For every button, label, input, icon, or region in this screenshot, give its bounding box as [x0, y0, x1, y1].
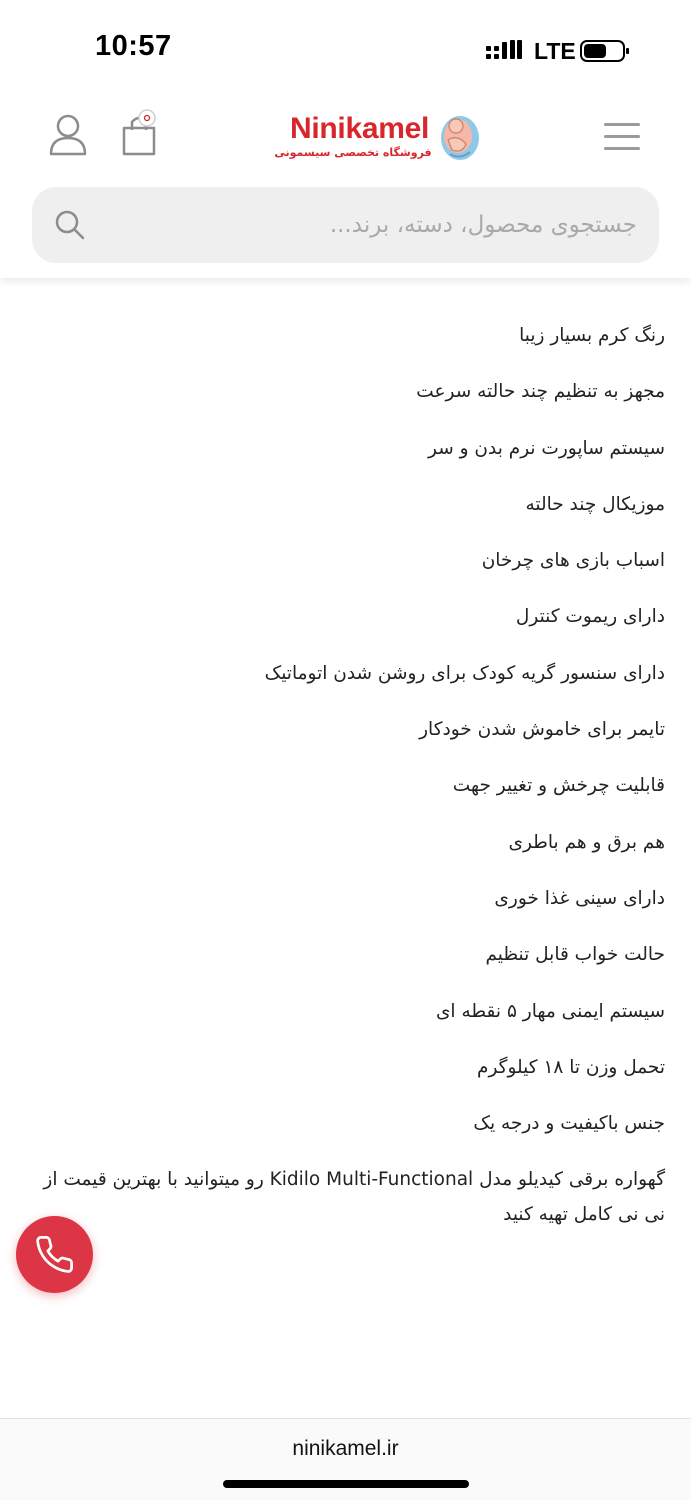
url-text[interactable]: ninikamel.ir	[292, 1437, 399, 1460]
call-button[interactable]	[16, 1216, 93, 1293]
user-account-button[interactable]	[46, 112, 90, 158]
feature-item: دارای ریموت کنترل	[515, 606, 665, 628]
feature-item: موزیکال چند حالته	[525, 493, 665, 515]
site-header	[0, 100, 691, 278]
cart-icon	[116, 108, 164, 160]
logo-subtitle: فروشگاه تخصصی سیسمونی	[274, 146, 432, 159]
battery-icon	[580, 40, 630, 62]
phone-icon	[34, 1234, 75, 1275]
search-box	[32, 187, 659, 263]
status-time: 10:57	[95, 30, 172, 62]
feature-item: دارای سینی غذا خوری	[494, 887, 665, 909]
feature-item: سیستم ایمنی مهار ۵ نقطه ای	[435, 1000, 665, 1022]
cart-button[interactable]	[116, 108, 164, 160]
feature-item: اسباب بازی های چرخان	[481, 550, 665, 572]
user-icon	[46, 112, 90, 158]
site-logo[interactable]	[268, 108, 482, 166]
feature-item: هم برق و هم باطری	[508, 831, 665, 853]
search-icon[interactable]	[54, 209, 86, 241]
logo-title: Ninikamel	[290, 112, 430, 145]
feature-item: تحمل وزن تا ۱۸ کیلوگرم	[477, 1056, 665, 1078]
menu-icon	[600, 123, 644, 150]
menu-button[interactable]	[600, 118, 644, 154]
closing-paragraph: گهواره برقی کیدیلو مدل Kidilo Multi-Functional رو میتوانید با بهترین قیمت از نی نی کامل تهیه کنید	[43, 1169, 665, 1225]
search-input[interactable]	[112, 187, 637, 263]
signal-icon	[486, 40, 522, 62]
baby-logo-icon	[436, 110, 482, 164]
feature-item: تایمر برای خاموش شدن خودکار	[419, 719, 665, 741]
feature-item: دارای سنسور گریه کودک برای روشن شدن اتوماتیک	[264, 662, 665, 684]
home-indicator[interactable]	[223, 1480, 469, 1488]
feature-item: حالت خواب قابل تنظیم	[485, 944, 665, 966]
browser-url-bar[interactable]	[0, 1418, 691, 1500]
feature-item: قابلیت چرخش و تغییر جهت	[452, 775, 665, 797]
feature-item: رنگ کرم بسیار زیبا	[519, 325, 665, 346]
status-bar	[0, 0, 691, 100]
feature-item: مجهز به تنظیم چند حالته سرعت	[416, 381, 665, 403]
feature-item: جنس باکیفیت و درجه یک	[473, 1113, 665, 1135]
feature-item: سیستم ساپورت نرم بدن و سر	[428, 437, 665, 459]
features-list	[5, 318, 665, 1162]
network-label: LTE	[534, 38, 576, 64]
